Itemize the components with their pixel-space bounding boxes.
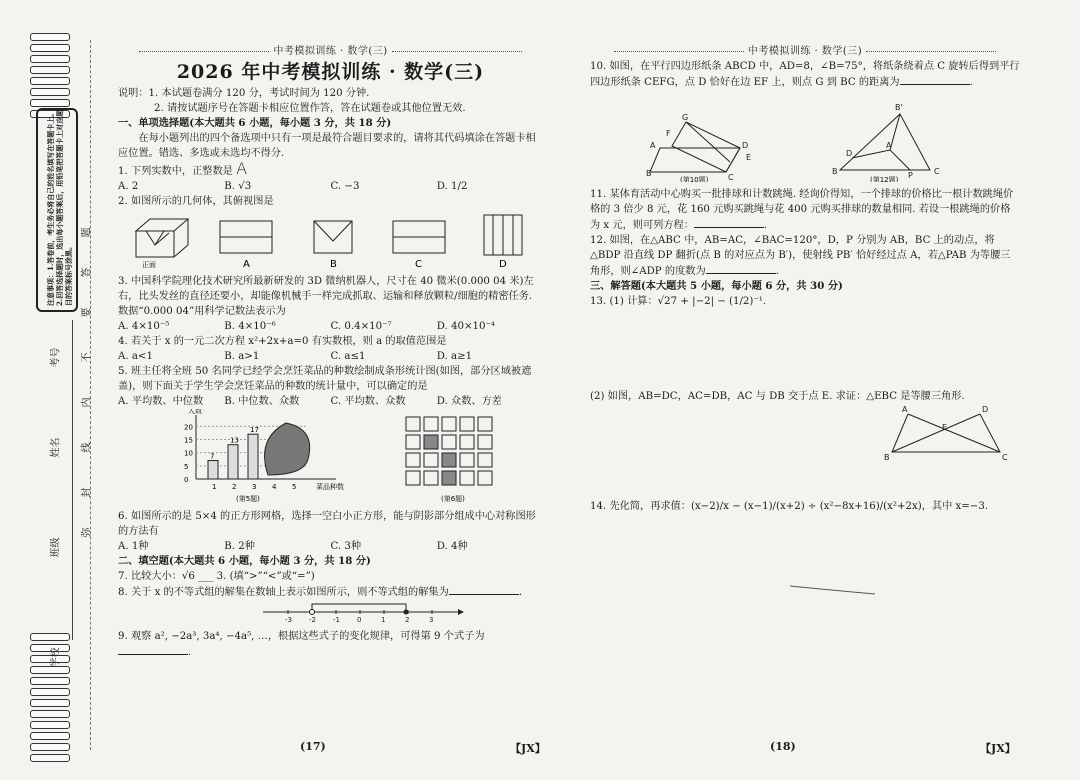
q3: 3. 中国科学院理化技术研究所最新研发的 3D 微纳机器人，尺寸在 40 微米(0.000 04 米)左右，比头发丝的直径还要小，却能像机械手一样完成抓取、运输和释放颗粒/细胞的精密任务. 数据“0.000 04”用科学记数法表示为 — [118, 276, 534, 317]
section2-heading: 二、填空题(本大题共 6 小题，每小题 3 分，共 18 分) — [118, 555, 371, 567]
bar-label-0: 7 — [210, 452, 215, 461]
x-tick-0: 1 — [212, 483, 217, 491]
q7: 7. 比较大小：√6 ___ 3. (填“>”“<”或“=”) — [118, 571, 315, 582]
svg-text:G: G — [682, 113, 689, 122]
notice-text: 注意事项：1.答卷前，考生务必将自己的姓名填写在答题卡上。2.回答选择题时，选出每小题答案后，用铅笔把答题卡上对应题目的答案标号涂黑。 — [46, 109, 73, 306]
grid-cell — [460, 435, 474, 449]
bar-2 — [248, 434, 258, 479]
bar-label-1: 13 — [230, 436, 239, 445]
q13-figure — [590, 404, 1010, 462]
q5-bar-chart — [168, 409, 368, 504]
seal-7: 答 — [81, 267, 93, 278]
seal-8: 题 — [81, 227, 93, 238]
grid-cell — [442, 417, 456, 431]
chart-caption: (第5题) — [236, 495, 260, 503]
tick-label: -2 — [309, 616, 316, 624]
q2-figures — [118, 209, 538, 269]
tick-label: 1 — [381, 616, 386, 624]
svg-text:B': B' — [895, 103, 903, 112]
q9: 9. 观察 a², −2a³, 3a⁴, −4a⁵, …，根据这些式子的变化规律，可得第 9 个式子为. — [118, 631, 485, 658]
svg-text:C: C — [415, 259, 422, 269]
grid-cell — [424, 417, 438, 431]
svg-text:D: D — [982, 405, 989, 414]
section1-heading: 一、单项选择题(本大题共 6 小题，每小题 3 分，共 18 分) — [118, 117, 392, 129]
tick-label: -1 — [333, 616, 340, 624]
paper-title: 2026 年中考模拟训练 · 数学(三) — [176, 61, 485, 83]
q6-options: A. 1种 B. 2种 C. 3种 D. 4种 — [118, 541, 468, 552]
q13-part2: (2) 如图，AB=DC，AC=DB，AC 与 DB 交于点 E. 求证：△EBC 是等腰三角形. — [590, 391, 965, 402]
svg-text:D: D — [846, 149, 853, 158]
grid-cell — [478, 417, 492, 431]
grid-cell — [460, 417, 474, 431]
grid-cell — [460, 471, 474, 485]
svg-text:A: A — [243, 259, 250, 269]
q10: 10. 如图，在平行四边形纸条 ABCD 中，AD=8，∠B=75°，将纸条绕着点 C 旋转后得到平行四边形纸条 CEFG，点 D 恰好在边 EF 上，则点 G 到 BC 的距离为 . — [590, 61, 1020, 88]
seal-4: 内 — [81, 397, 93, 408]
y-tick-2: 10 — [184, 449, 193, 458]
left-page — [118, 44, 543, 660]
y-tick-3: 15 — [184, 436, 193, 445]
instruction-1: 说明：1. 本试题卷满分 120 分，考试时间为 120 分钟. — [118, 88, 370, 99]
page-number-left: (17) — [300, 740, 326, 753]
svg-text:D: D — [499, 259, 507, 269]
right-page — [590, 44, 1020, 619]
q2: 2. 如图所示的几何体，其俯视图是 — [118, 196, 274, 207]
svg-text:A: A — [902, 405, 908, 414]
label-name: 姓名 — [50, 437, 62, 458]
tick-label: -3 — [285, 616, 292, 624]
grid-cell — [442, 453, 456, 467]
cover-blob — [265, 423, 310, 475]
q6: 6. 如图所示的是 5×4 的正方形网格，选择一空白小正方形，能与阴影部分组成中心对称图形的方法有 — [118, 511, 536, 537]
grid-cell — [478, 453, 492, 467]
answer-space-13-2 — [590, 467, 1020, 499]
svg-text:D: D — [742, 141, 749, 150]
grid-cell — [406, 453, 420, 467]
q11: 11. 某体育活动中心购买一批排球和计数跳绳. 经询价得知，一个排球的价格比一根计数跳绳价格的 3 倍少 8 元，花 160 元购买跳绳与花 400 元购买排球的数量相同. 若设一根跳绳的价格为 x 元，则可列方程： . — [590, 189, 1014, 231]
svg-text:C: C — [728, 173, 734, 182]
fold-line — [90, 40, 91, 750]
y-axis-label: 人数 — [188, 409, 202, 415]
grid-cell — [478, 471, 492, 485]
answer-space-13-1 — [590, 309, 1020, 389]
binding-line — [72, 320, 73, 640]
grid-cell — [460, 453, 474, 467]
handwritten-answer: A — [236, 159, 248, 178]
q10-q12-figures — [590, 90, 1020, 182]
q12: 12. 如图，在△ABC 中，AB=AC，∠BAC=120°，D，P 分别为 AB，BC 上的动点，将△BDP 沿直线 DP 翻折(点 B 的对应点为 B′)，使射线 PB′ 恰好经过点 A，若△PAB 为等腰三角形，则∠ADP 的度数为 . — [590, 235, 1011, 277]
tick-label: 3 — [429, 616, 434, 624]
grid-cell — [424, 453, 438, 467]
svg-text:A: A — [886, 141, 892, 150]
grid-cell — [478, 435, 492, 449]
section1-note: 在每小题列出的四个备选项中只有一项是最符合题目要求的，请将其代码填涂在答题卡相应位置。错选、多选或未选均不得分. — [118, 133, 536, 159]
svg-text:E: E — [942, 423, 948, 432]
q14: 14. 先化简，再求值：(x−2)/x − (x−1)/(x+2) ÷ (x²−8x+16)/(x²+2x)，其中 x=−3. — [590, 501, 989, 512]
notice-box — [36, 108, 78, 312]
q1: 1. 下列实数中，正整数是 A — [118, 159, 248, 178]
q8-number-line — [258, 600, 558, 624]
y-tick-4: 20 — [184, 423, 193, 432]
grid-cell — [406, 471, 420, 485]
q4: 4. 若关于 x 的一元二次方程 x²+2x+a=0 有实数根，则 a 的取值范围是 — [118, 336, 447, 347]
svg-text:E: E — [746, 153, 752, 162]
svg-text:C: C — [934, 167, 940, 176]
q1-options: A. 2 B. √3 C. −3 D. 1/2 — [118, 181, 468, 192]
bar-1 — [228, 445, 238, 479]
q13-part1: 13. (1) 计算：√27 + |−2| − (1/2)⁻¹. — [590, 296, 767, 307]
grid-cell — [424, 435, 438, 449]
section3-heading: 三、解答题(本大题共 5 小题，每小题 6 分，共 30 分) — [590, 280, 843, 292]
x-axis-label: 菜品种数 — [316, 483, 344, 491]
x-tick-3: 4 — [272, 483, 277, 491]
svg-text:(第12题): (第12题) — [870, 176, 899, 182]
q5-options: A. 平均数、中位数 B. 中位数、众数 C. 平均数、众数 D. 众数、方差 — [118, 396, 502, 407]
tick-label: 0 — [357, 616, 362, 624]
q5: 5. 班主任将全班 50 名同学已经学会烹饪菜品的种数绘制成条形统计图(如图，部分区域被遮盖)，则下面关于学生学会烹饪菜品的种数的统计量中，可以确定的是 — [118, 366, 532, 392]
seal-5: 不 — [81, 352, 93, 363]
grid-cell — [424, 471, 438, 485]
svg-text:(第6题): (第6题) — [441, 495, 466, 503]
answer-space-14 — [590, 514, 1010, 614]
label-school: 学校 — [50, 647, 62, 668]
grid-cell — [442, 435, 456, 449]
grid-cell — [442, 471, 456, 485]
q8: 8. 关于 x 的不等式组的解集在数轴上表示如图所示，则不等式组的解集为 . — [118, 584, 543, 600]
svg-text:正面: 正面 — [142, 261, 156, 269]
q3-options: A. 4×10⁻⁵ B. 4×10⁻⁶ C. 0.4×10⁻⁷ D. 40×10⁻⁴ — [118, 321, 495, 332]
q4-options: A. a<1 B. a>1 C. a≤1 D. a≥1 — [118, 351, 473, 362]
svg-text:P: P — [908, 171, 913, 180]
bar-0 — [208, 461, 218, 479]
svg-text:A: A — [650, 141, 656, 150]
svg-text:B: B — [832, 167, 838, 176]
svg-text:B: B — [884, 453, 890, 462]
binding-strip — [0, 0, 100, 780]
label-number: 考号 — [50, 347, 62, 368]
q6-grid-figure — [396, 409, 526, 504]
seal-2: 封 — [81, 487, 93, 498]
left-header: 中考模拟训练 · 数学(三) — [118, 44, 543, 59]
svg-text:(第10题): (第10题) — [680, 176, 709, 182]
svg-text:F: F — [666, 129, 671, 138]
tick-label: 2 — [405, 616, 410, 624]
grid-cell — [406, 435, 420, 449]
label-class: 班级 — [50, 537, 62, 558]
seal-1: 弥 — [81, 527, 93, 538]
y-tick-0: 0 — [184, 476, 189, 484]
y-tick-1: 5 — [184, 462, 189, 471]
code-right: 【JX】 — [980, 742, 1016, 755]
right-header: 中考模拟训练 · 数学(三) — [590, 44, 1020, 59]
bar-label-2: 17 — [250, 426, 259, 435]
instruction-2: 2. 请按试题序号在答题卡相应位置作答，答在试题卷或其他位置无效. — [154, 103, 466, 114]
svg-text:B: B — [646, 169, 652, 178]
seal-3: 线 — [81, 442, 93, 453]
x-tick-4: 5 — [292, 483, 297, 491]
x-tick-2: 3 — [252, 483, 257, 491]
page-number-right: (18) — [770, 740, 796, 753]
code-left: 【JX】 — [510, 742, 546, 755]
x-tick-1: 2 — [232, 483, 237, 491]
svg-text:C: C — [1002, 453, 1008, 462]
grid-cell — [406, 417, 420, 431]
seal-6: 要 — [81, 307, 93, 318]
svg-text:B: B — [330, 259, 337, 269]
